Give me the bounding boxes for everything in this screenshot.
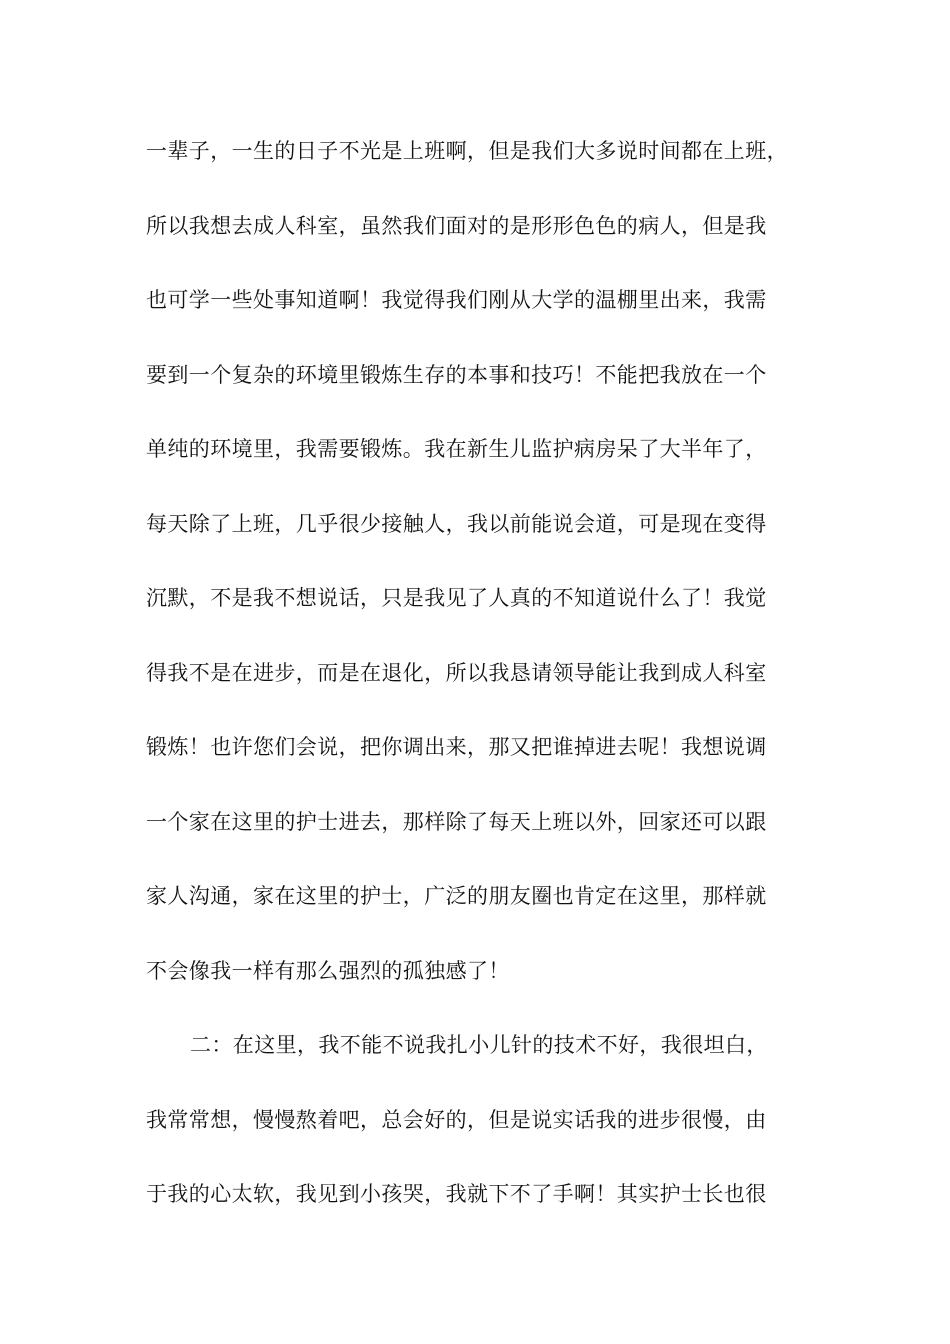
text-line: 单纯的环境里，我需要锻炼。我在新生儿监护病房呆了大半年了，	[146, 437, 767, 461]
text-line: 我常常想，慢慢熬着吧，总会好的，但是说实话我的进步很慢，由	[146, 1107, 767, 1132]
text-line: 锻炼！也许您们会说，把你调出来，那又把谁掉进去呢！我想说调	[146, 735, 767, 759]
text-line: 沉默，不是我不想说话，只是我见了人真的不知道说什么了！我觉	[146, 586, 767, 610]
text-line: 一个家在这里的护士进去，那样除了每天上班以外，回家还可以跟	[146, 809, 767, 834]
text-line: 于我的心太软，我见到小孩哭，我就下不了手啊！其实护士长也很	[146, 1182, 767, 1206]
text-line: 要到一个复杂的环境里锻炼生存的本事和技巧！不能把我放在一个	[146, 362, 767, 387]
text-line: 每天除了上班，几乎很少接触人，我以前能说会道，可是现在变得	[146, 511, 767, 536]
text-line: 一辈子，一生的日子不光是上班啊，但是我们大多说时间都在上班，	[146, 139, 788, 163]
text-line: 不会像我一样有那么强烈的孤独感了！	[146, 958, 510, 983]
paragraph-start-line: 二：在这里，我不能不说我扎小儿针的技术不好，我很坦白，	[190, 1033, 768, 1057]
text-line: 也可学一些处事知道啊！我觉得我们刚从大学的温棚里出来，我需	[146, 288, 767, 312]
text-line: 得我不是在进步，而是在退化，所以我恳请领导能让我到成人科室	[146, 660, 767, 685]
body-text	[146, 126, 836, 1244]
text-line: 家人沟通，家在这里的护士，广泛的朋友圈也肯定在这里，那样就	[146, 884, 767, 908]
text-line: 所以我想去成人科室，虽然我们面对的是形形色色的病人，但是我	[146, 213, 767, 238]
